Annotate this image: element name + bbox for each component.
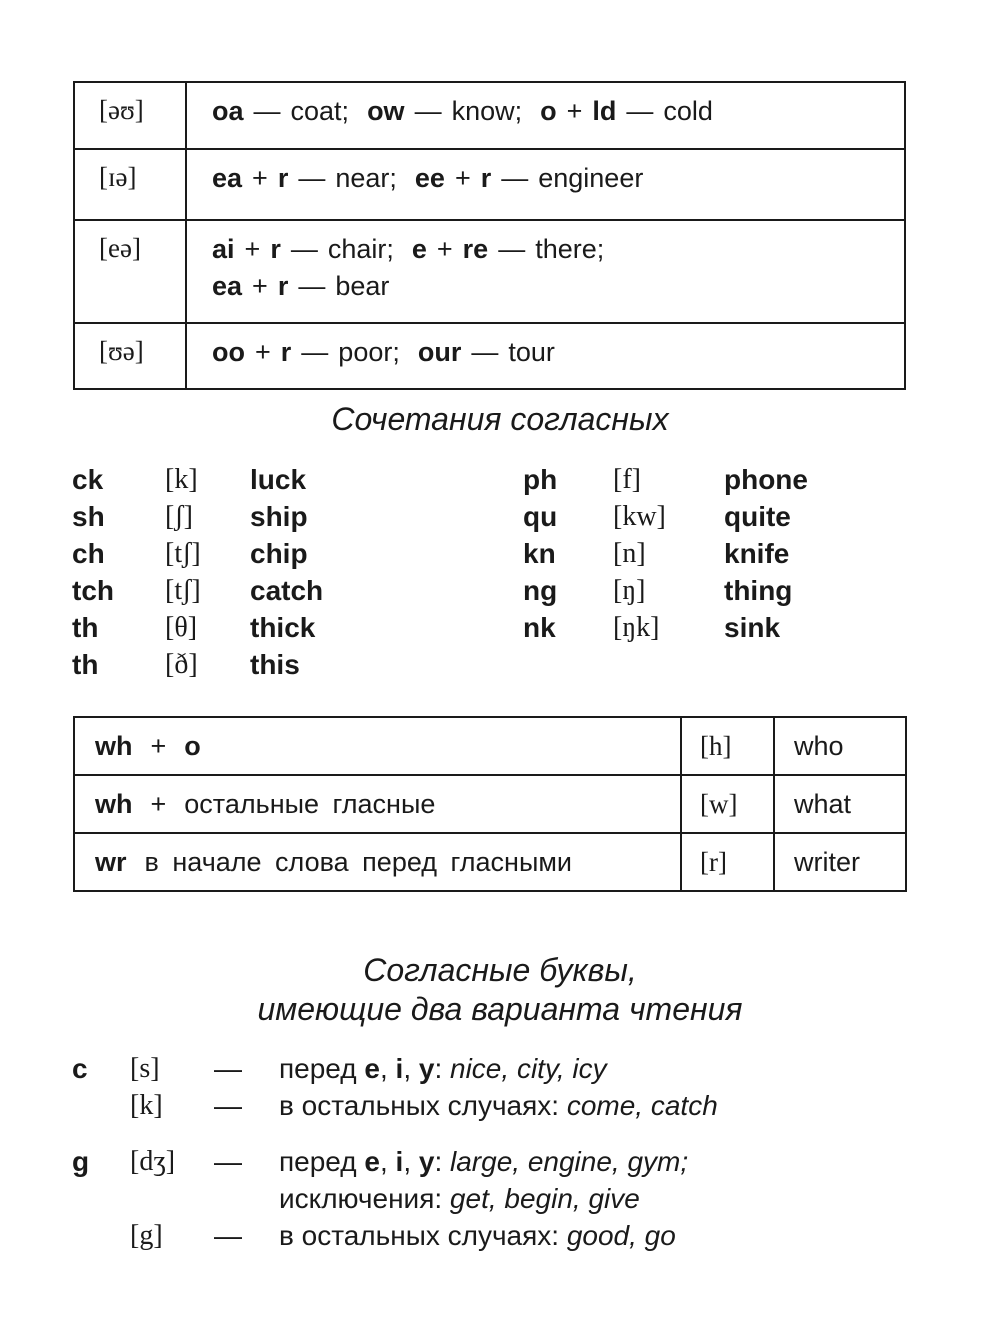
wh-row xyxy=(74,833,906,891)
spelling-text: bear xyxy=(335,271,390,301)
diphthong-spellings xyxy=(186,220,905,323)
spelling-letters: r xyxy=(270,234,281,264)
consonant-sound: [n] xyxy=(613,538,646,569)
spelling-text: chair; xyxy=(327,234,394,264)
c-sound-1: [s] xyxy=(130,1053,160,1084)
consonant-row xyxy=(72,535,492,572)
wh-example: writer xyxy=(774,833,906,891)
consonant-sound: [tʃ] xyxy=(165,575,201,606)
diphthong-row xyxy=(74,82,905,149)
spelling-letters: r xyxy=(480,163,492,193)
g-rule-2 xyxy=(279,1217,676,1254)
consonant-letters: qu xyxy=(523,501,558,532)
wh-plus: + xyxy=(150,788,167,819)
consonant-example: ship xyxy=(250,501,308,532)
c-rule2-text: в остальных случаях: xyxy=(279,1090,560,1121)
consonant-sound: [ŋ] xyxy=(613,575,646,606)
wh-sound: [r] xyxy=(681,833,774,891)
consonant-example: this xyxy=(250,649,300,680)
consonant-example: quite xyxy=(724,501,791,532)
consonant-sound: [ŋk] xyxy=(613,612,660,643)
spelling-line xyxy=(212,334,904,371)
consonant-example: phone xyxy=(724,464,808,495)
consonant-example: chip xyxy=(250,538,308,569)
c-sound-2: [k] xyxy=(130,1090,163,1121)
two-readings-title-line1: Согласные буквы, xyxy=(363,952,637,988)
spelling-text: — xyxy=(301,337,329,367)
consonant-example: luck xyxy=(250,464,307,495)
spelling-letters: r xyxy=(280,337,292,367)
spelling-text: + xyxy=(255,337,271,367)
spelling-letters: e xyxy=(411,234,427,264)
g-letter-e: e xyxy=(364,1146,380,1177)
spelling-letters: our xyxy=(417,337,462,367)
wh-example: what xyxy=(774,775,906,833)
consonant-letters: ch xyxy=(72,538,105,569)
diphthong-row xyxy=(74,220,905,323)
consonant-letters: th xyxy=(72,612,99,643)
spelling-letters: oa xyxy=(212,96,244,126)
spelling-letters: oo xyxy=(212,337,245,367)
wh-letters: wh xyxy=(95,730,133,761)
spelling-text: — xyxy=(501,163,529,193)
consonant-row xyxy=(523,572,943,609)
consonant-row xyxy=(72,498,492,535)
consonant-sound: [ð] xyxy=(165,649,198,680)
c-letter-e: e xyxy=(364,1053,380,1084)
consonant-sound: [tʃ] xyxy=(165,538,201,569)
spelling-letters: ee xyxy=(414,163,445,193)
c-rule-2 xyxy=(279,1087,718,1124)
diphthong-sound: [əʊ] xyxy=(74,82,186,149)
consonant-letters: th xyxy=(72,649,99,680)
wh-context: o xyxy=(184,730,201,761)
consonant-sound: [f] xyxy=(613,464,641,495)
consonant-example: sink xyxy=(724,612,781,643)
spelling-text: tour xyxy=(508,337,555,367)
wh-row xyxy=(74,717,906,775)
g-sound-1: [dʒ] xyxy=(130,1146,176,1177)
spelling-text: — xyxy=(298,163,326,193)
spelling-text: — xyxy=(498,234,526,264)
consonant-sound: [k] xyxy=(165,464,198,495)
spelling-text: — xyxy=(626,96,654,126)
g-exceptions-label: исключения: xyxy=(279,1183,443,1214)
spelling-text: know; xyxy=(451,96,523,126)
consonant-row xyxy=(72,572,492,609)
diphthong-spellings xyxy=(186,149,905,220)
diphthong-spellings xyxy=(186,323,905,389)
wh-sound: [w] xyxy=(681,775,774,833)
spelling-letters: r xyxy=(277,271,289,301)
g-rule-1: перед e, i, y: large, engine, gym; xyxy=(279,1146,689,1177)
c-letter-y: y xyxy=(418,1053,435,1084)
g-letter-i: i xyxy=(395,1146,404,1177)
c-letter-i: i xyxy=(395,1053,404,1084)
spelling-letters: ea xyxy=(212,163,243,193)
g-dash-2: — xyxy=(214,1220,242,1251)
spelling-text: — xyxy=(414,96,442,126)
wh-letters: wr xyxy=(95,846,127,877)
spelling-text: near; xyxy=(335,163,397,193)
wh-table xyxy=(73,716,907,892)
spelling-line xyxy=(212,231,904,268)
consonant-row xyxy=(523,535,943,572)
consonant-example: knife xyxy=(724,538,790,569)
wh-letters: wh xyxy=(95,788,133,819)
spelling-letters: ai xyxy=(212,234,235,264)
spelling-text: + xyxy=(252,163,268,193)
g-rule2-text: в остальных случаях: xyxy=(279,1220,560,1251)
wh-rule xyxy=(74,717,681,775)
spelling-text: engineer xyxy=(538,163,644,193)
wh-row xyxy=(74,775,906,833)
consonant-letters: nk xyxy=(523,612,556,643)
spelling-letters: ld xyxy=(592,96,617,126)
consonant-sound: [kw] xyxy=(613,501,666,532)
diphthong-spellings xyxy=(186,82,905,149)
c-dash-2: — xyxy=(214,1090,242,1121)
diphthong-row xyxy=(74,323,905,389)
spelling-letters: r xyxy=(277,163,289,193)
spelling-text: cold xyxy=(663,96,713,126)
g-exceptions-list: get, begin, give xyxy=(449,1183,640,1214)
consonant-letters: ng xyxy=(523,575,558,606)
spelling-text: + xyxy=(454,163,471,193)
letter-c: c xyxy=(72,1053,88,1084)
consonant-row xyxy=(72,646,492,683)
spelling-text: + xyxy=(244,234,261,264)
consonant-combinations-title: Сочетания согласных xyxy=(331,401,669,437)
consonant-example: catch xyxy=(250,575,324,606)
c-dash-1: — xyxy=(214,1053,242,1084)
wh-example: who xyxy=(774,717,906,775)
consonant-letters: tch xyxy=(72,575,114,606)
consonant-letters: sh xyxy=(72,501,105,532)
consonant-letters: ck xyxy=(72,464,104,495)
consonant-list-left xyxy=(72,461,492,683)
two-readings-title-line2: имеющие два варианта чтения xyxy=(257,991,743,1027)
spelling-text: + xyxy=(566,96,583,126)
spelling-letters: ow xyxy=(367,96,405,126)
spelling-letters: ea xyxy=(212,271,243,301)
consonant-letters: kn xyxy=(523,538,556,569)
spelling-line xyxy=(212,268,904,305)
spelling-text: poor; xyxy=(338,337,400,367)
wh-sound: [h] xyxy=(681,717,774,775)
consonant-sound: [θ] xyxy=(165,612,198,643)
g-exceptions xyxy=(279,1180,640,1217)
wh-context: остальные гласные xyxy=(184,788,436,819)
spelling-text: — xyxy=(471,337,499,367)
wh-rule xyxy=(74,833,681,891)
wh-context: в начале слова перед гласными xyxy=(144,846,572,877)
c-rule2-examples: come, catch xyxy=(566,1090,718,1121)
diphthong-sound: [ʊə] xyxy=(74,323,186,389)
g-dash-1: — xyxy=(214,1146,242,1177)
wh-plus: + xyxy=(150,730,167,761)
spelling-text: — xyxy=(290,234,318,264)
consonant-row xyxy=(523,498,943,535)
spelling-text: coat; xyxy=(290,96,350,126)
spelling-text: + xyxy=(252,271,268,301)
letter-g: g xyxy=(72,1146,90,1177)
consonant-letters: ph xyxy=(523,464,558,495)
spelling-line xyxy=(212,93,904,130)
g-sound-2: [g] xyxy=(130,1220,163,1251)
diphthong-table xyxy=(73,81,906,390)
g-letter-y: y xyxy=(418,1146,435,1177)
spelling-line xyxy=(212,160,904,197)
spelling-text: there; xyxy=(535,234,605,264)
consonant-row xyxy=(72,461,492,498)
consonant-row xyxy=(523,609,943,646)
g-rule1-examples: large, engine, gym; xyxy=(450,1146,689,1177)
c-rule-1: перед e, i, y: nice, city, icy xyxy=(279,1053,607,1084)
consonant-row xyxy=(72,609,492,646)
consonant-list-right xyxy=(523,461,943,646)
spelling-text: + xyxy=(436,234,453,264)
consonant-sound: [ʃ] xyxy=(165,501,193,532)
spelling-letters: o xyxy=(540,96,557,126)
g-rule2-examples: good, go xyxy=(566,1220,676,1251)
consonant-row xyxy=(523,461,943,498)
spelling-text: — xyxy=(253,96,281,126)
wh-rule xyxy=(74,775,681,833)
consonant-example: thing xyxy=(724,575,793,606)
diphthong-sound: [eə] xyxy=(74,220,186,323)
spelling-text: — xyxy=(298,271,326,301)
diphthong-row xyxy=(74,149,905,220)
g-rule1-prefix: перед xyxy=(279,1146,357,1177)
spelling-letters: re xyxy=(462,234,489,264)
consonant-example: thick xyxy=(250,612,316,643)
c-rule1-prefix: перед xyxy=(279,1053,357,1084)
c-rule1-examples: nice, city, icy xyxy=(450,1053,607,1084)
diphthong-sound: [ɪə] xyxy=(74,149,186,220)
